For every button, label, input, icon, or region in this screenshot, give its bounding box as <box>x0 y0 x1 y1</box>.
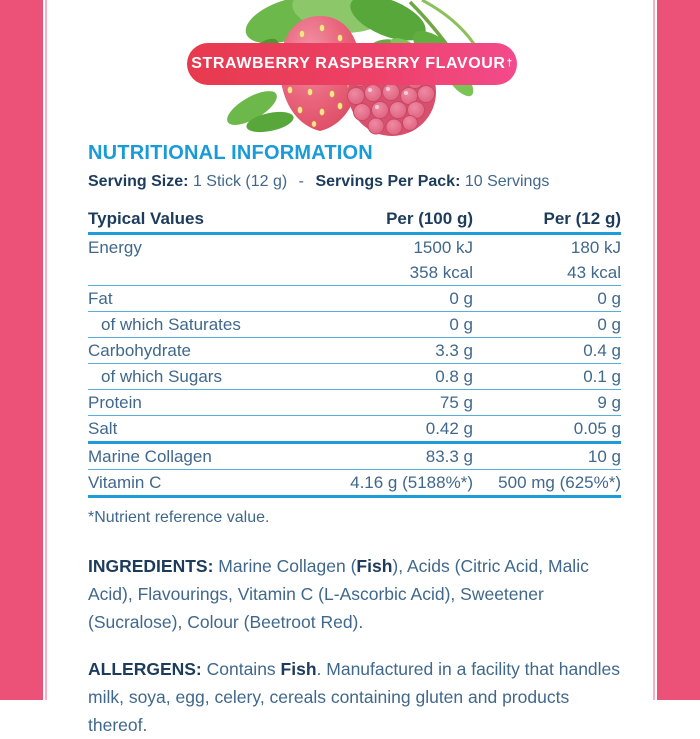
value-per-100g: 0.42 g <box>425 418 473 438</box>
value-per-12g: 43 kcal <box>567 262 621 282</box>
nutrition-table <box>88 205 621 498</box>
table-row-fat <box>88 286 621 312</box>
serving-size-label: Serving Size: <box>88 173 189 190</box>
page-title: NUTRITIONAL INFORMATION <box>88 142 373 164</box>
table-row-energy-kcal <box>88 260 621 286</box>
right-pink-inner-line <box>653 0 655 700</box>
right-pink-border <box>657 0 700 700</box>
value-per-100g: 75 g <box>439 392 473 412</box>
row-label: Carbohydrate <box>88 340 192 360</box>
ingredients-paragraph <box>88 552 621 636</box>
value-per-12g: 500 mg (625%*) <box>498 472 621 492</box>
table-row-vitamin-c <box>88 470 621 498</box>
table-row-protein <box>88 390 621 416</box>
allergens-fish-bold: Fish <box>280 659 317 679</box>
value-per-100g: 0.8 g <box>435 366 473 386</box>
left-pink-border <box>0 0 43 700</box>
value-per-100g: 4.16 g (5188%*) <box>350 472 473 492</box>
value-per-100g: 1500 kJ <box>413 237 473 257</box>
row-label: of which Sugars <box>101 366 222 386</box>
separator: - <box>298 173 304 190</box>
left-pink-inner-line <box>45 0 47 700</box>
servings-per-pack-value: 10 Servings <box>464 173 550 190</box>
allergens-text-cont: . Manufactured in a facility that handles milk, soya, egg, celery, cereals containing gluten and products thereof. <box>88 659 621 735</box>
servings-per-pack-label: Servings Per Pack: <box>315 173 461 190</box>
allergens-text: Contains <box>201 659 281 679</box>
row-label: Energy <box>88 237 142 257</box>
row-label: of which Saturates <box>101 314 241 334</box>
value-per-100g: 0 g <box>449 288 473 308</box>
ingredients-text: Marine Collagen ( <box>213 556 357 576</box>
ingredients-fish-bold: Fish <box>356 556 393 576</box>
row-label: Protein <box>88 392 142 412</box>
table-row-saturates <box>88 312 621 338</box>
table-row-salt <box>88 416 621 444</box>
table-row-carbohydrate <box>88 338 621 364</box>
table-row-marine-collagen <box>88 444 621 470</box>
value-per-100g: 3.3 g <box>435 340 473 360</box>
column-per-100g: Per (100 g) <box>386 208 473 228</box>
value-per-12g: 0 g <box>597 314 621 334</box>
flavour-banner-label: STRAWBERRY RASPBERRY FLAVOUR <box>191 55 506 72</box>
row-label: Marine Collagen <box>88 446 212 466</box>
nrv-footnote: *Nutrient reference value. <box>88 509 270 526</box>
value-per-100g: 0 g <box>449 314 473 334</box>
column-typical-values: Typical Values <box>88 208 204 228</box>
row-label: Salt <box>88 418 118 438</box>
value-per-12g: 180 kJ <box>570 237 621 257</box>
value-per-12g: 9 g <box>597 392 621 412</box>
value-per-12g: 0.1 g <box>583 366 621 386</box>
nutrition-panel <box>88 0 621 739</box>
column-per-12g: Per (12 g) <box>543 208 621 228</box>
value-per-12g: 0.4 g <box>583 340 621 360</box>
value-per-12g: 0.05 g <box>573 418 621 438</box>
table-row-sugars <box>88 364 621 390</box>
allergens-paragraph <box>88 655 621 739</box>
value-per-12g: 0 g <box>597 288 621 308</box>
serving-size-value: 1 Stick (12 g) <box>192 173 288 190</box>
ingredients-label: INGREDIENTS: <box>88 556 214 576</box>
row-label: Fat <box>88 288 113 308</box>
value-per-100g: 358 kcal <box>409 262 473 282</box>
ingredients-text-cont: ), Acids (Citric Acid, Malic Acid), Flavourings, Vitamin C (L-Ascorbic Acid), Sweetener (Sucralose), Colour (Beetroot Red). <box>88 556 589 632</box>
flavour-banner: STRAWBERRY RASPBERRY FLAVOUR † <box>187 43 517 85</box>
value-per-100g: 83.3 g <box>425 446 473 466</box>
allergens-label: ALLERGENS: <box>88 659 202 679</box>
row-label: Vitamin C <box>88 472 162 492</box>
table-row-energy-kj <box>88 235 621 260</box>
value-per-12g: 10 g <box>587 446 621 466</box>
serving-info <box>88 173 621 191</box>
table-header-row <box>88 205 621 235</box>
